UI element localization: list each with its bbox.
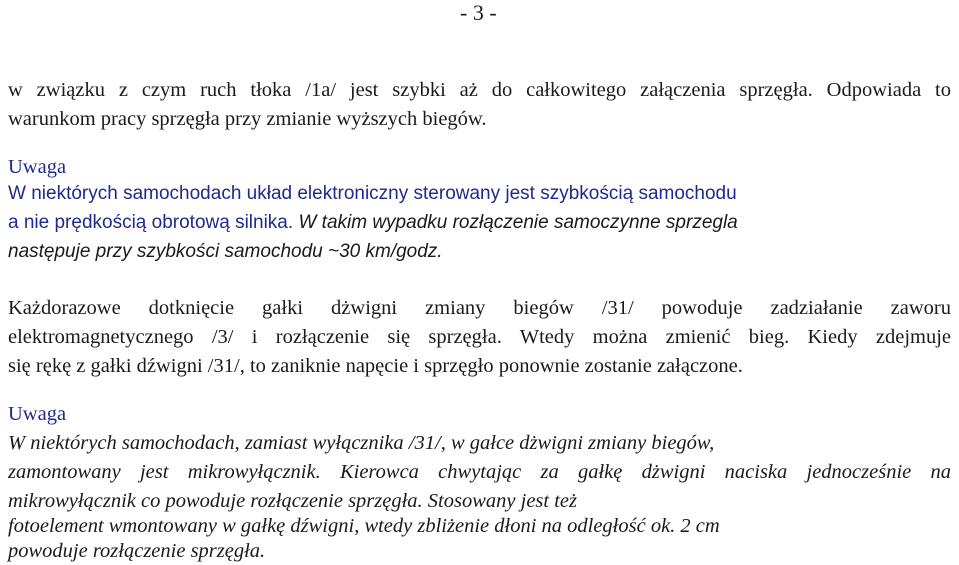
paragraph2-line2: elektromagnetycznego /3/ i rozłączenie się sprzęgła. Wtedy można zmienić bieg. Kiedy zdejmuje xyxy=(8,326,951,348)
paragraph2-line1: Każdorazowe dotknięcie gałki dżwigni zmiany biegów /31/ powoduje zadziałanie zaworu xyxy=(8,297,951,319)
paragraph1-line1: w związku z czym ruch tłoka /1a/ jest szybki aż do całkowitego załączenia sprzęgła. Odpowiada to xyxy=(8,79,951,101)
paragraph1-line2: warunkom pracy sprzęgła przy zmianie wyższych biegów. xyxy=(8,108,487,130)
note1-line2 xyxy=(8,211,738,235)
note1-line1: W niektórych samochodach układ elektroniczny sterowany jest szybkością samochodu xyxy=(8,183,737,204)
note2-line2: zamontowany jest mikrowyłącznik. Kierowca chwytając za gałkę dżwigni naciska jednocześnie na xyxy=(8,461,951,483)
page-number: - 3 - xyxy=(460,0,497,25)
note1-line2-part2: W takim wypadku rozłączenie samoczynne sprzegla xyxy=(293,212,738,233)
note2-line1: W niektórych samochodach, zamiast wyłącznika /31/, w gałce dżwigni zmiany biegów, xyxy=(8,432,715,454)
note2-line5: powoduje rozłączenie sprzęgła. xyxy=(8,540,266,562)
note2-heading: Uwaga xyxy=(8,403,67,425)
paragraph2-line3: się rękę z gałki dźwigni /31/, to zaniknie napęcie i sprzęgło ponownie zostanie załączone. xyxy=(8,355,743,377)
note1-line2-part1: a nie prędkością obrotową silnika. xyxy=(8,212,294,233)
note2-line3: mikrowyłącznik co powoduje rozłączenie sprzęgła. Stosowany jest też xyxy=(8,490,577,512)
note2-line4: fotoelement wmontowany w gałkę dźwigni, wtedy zbliżenie dłoni na odległość ok. 2 cm xyxy=(8,515,720,537)
note1-heading: Uwaga xyxy=(8,156,67,178)
note1-line3: następuje przy szybkości samochodu ~30 km/godz. xyxy=(8,241,443,262)
